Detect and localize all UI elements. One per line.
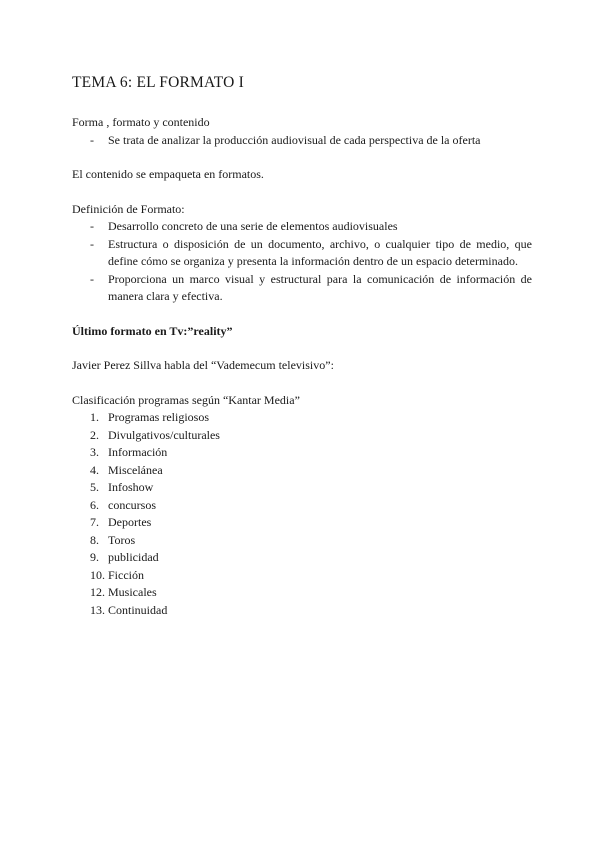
list-item-text: Desarrollo concreto de una serie de elementos audiovisuales [108, 219, 398, 233]
list-item [72, 236, 532, 271]
list-number: 12. [90, 585, 105, 599]
list-item-text: concursos [108, 497, 156, 512]
section-heading-forma: Forma , formato y contenido [72, 115, 210, 129]
list-item [72, 532, 532, 550]
list-item-text: Ficción [108, 567, 144, 582]
list-number: 10. [90, 567, 105, 582]
list-number: 1. [90, 410, 99, 424]
list-item-text: Proporciona un marco visual y estructural para la comunicación de información de manera clara y efectiva. [108, 271, 532, 303]
numbered-list-clasificacion [72, 409, 532, 619]
list-item-text: Infoshow [108, 480, 154, 494]
bullet-mark: - [90, 271, 94, 286]
list-item [72, 444, 532, 462]
list-item-text: publicidad [108, 550, 159, 564]
bullet-mark: - [90, 132, 94, 147]
document-page [72, 72, 532, 619]
list-number: 2. [90, 427, 99, 442]
list-item [72, 514, 532, 532]
list-item-text: Programas religiosos [108, 410, 209, 424]
list-number: 4. [90, 462, 99, 477]
bullet-mark: - [90, 219, 94, 233]
list-item-text: Musicales [108, 585, 157, 599]
ultimo-formato-heading: Último formato en Tv:”reality” [72, 323, 233, 338]
list-number: 8. [90, 532, 99, 547]
bullet-list-forma [72, 132, 532, 150]
list-number: 13. [90, 602, 105, 617]
list-item [72, 271, 532, 306]
list-number: 6. [90, 497, 99, 512]
list-item [72, 567, 532, 585]
list-item [72, 218, 532, 236]
list-item [72, 409, 532, 427]
list-item-text: Se trata de analizar la producción audiovisual de cada perspectiva de la oferta [108, 132, 481, 147]
paragraph-contenido: El contenido se empaqueta en formatos. [72, 167, 264, 181]
section-heading-clasificacion: Clasificación programas según “Kantar Media” [72, 392, 300, 407]
list-item [72, 462, 532, 480]
list-item [72, 479, 532, 497]
list-item-text: Estructura o disposición de un documento, archivo, o cualquier tipo de medio, que define cómo se organiza y presenta la información dentro de un espacio determinado. [108, 236, 532, 268]
list-item-text: Divulgativos/culturales [108, 427, 220, 442]
list-item-text: Toros [108, 532, 136, 547]
list-item [72, 497, 532, 515]
bullet-list-definicion [72, 218, 532, 306]
list-item [72, 549, 532, 567]
list-number: 3. [90, 445, 99, 459]
list-item-text: Continuidad [108, 602, 168, 617]
list-item [72, 427, 532, 445]
paragraph-javier: Javier Perez Sillva habla del “Vademecum televisivo”: [72, 358, 334, 372]
list-number: 7. [90, 515, 99, 529]
list-number: 9. [90, 550, 99, 564]
section-heading-definicion: Definición de Formato: [72, 201, 185, 216]
list-item [72, 132, 532, 150]
list-item [72, 584, 532, 602]
list-item-text: Deportes [108, 515, 152, 529]
list-item-text: Información [108, 445, 168, 459]
page-title: TEMA 6: EL FORMATO I [72, 74, 244, 91]
list-item-text: Miscelánea [108, 462, 163, 477]
list-number: 5. [90, 480, 99, 494]
bullet-mark: - [90, 236, 94, 251]
list-item [72, 602, 532, 620]
